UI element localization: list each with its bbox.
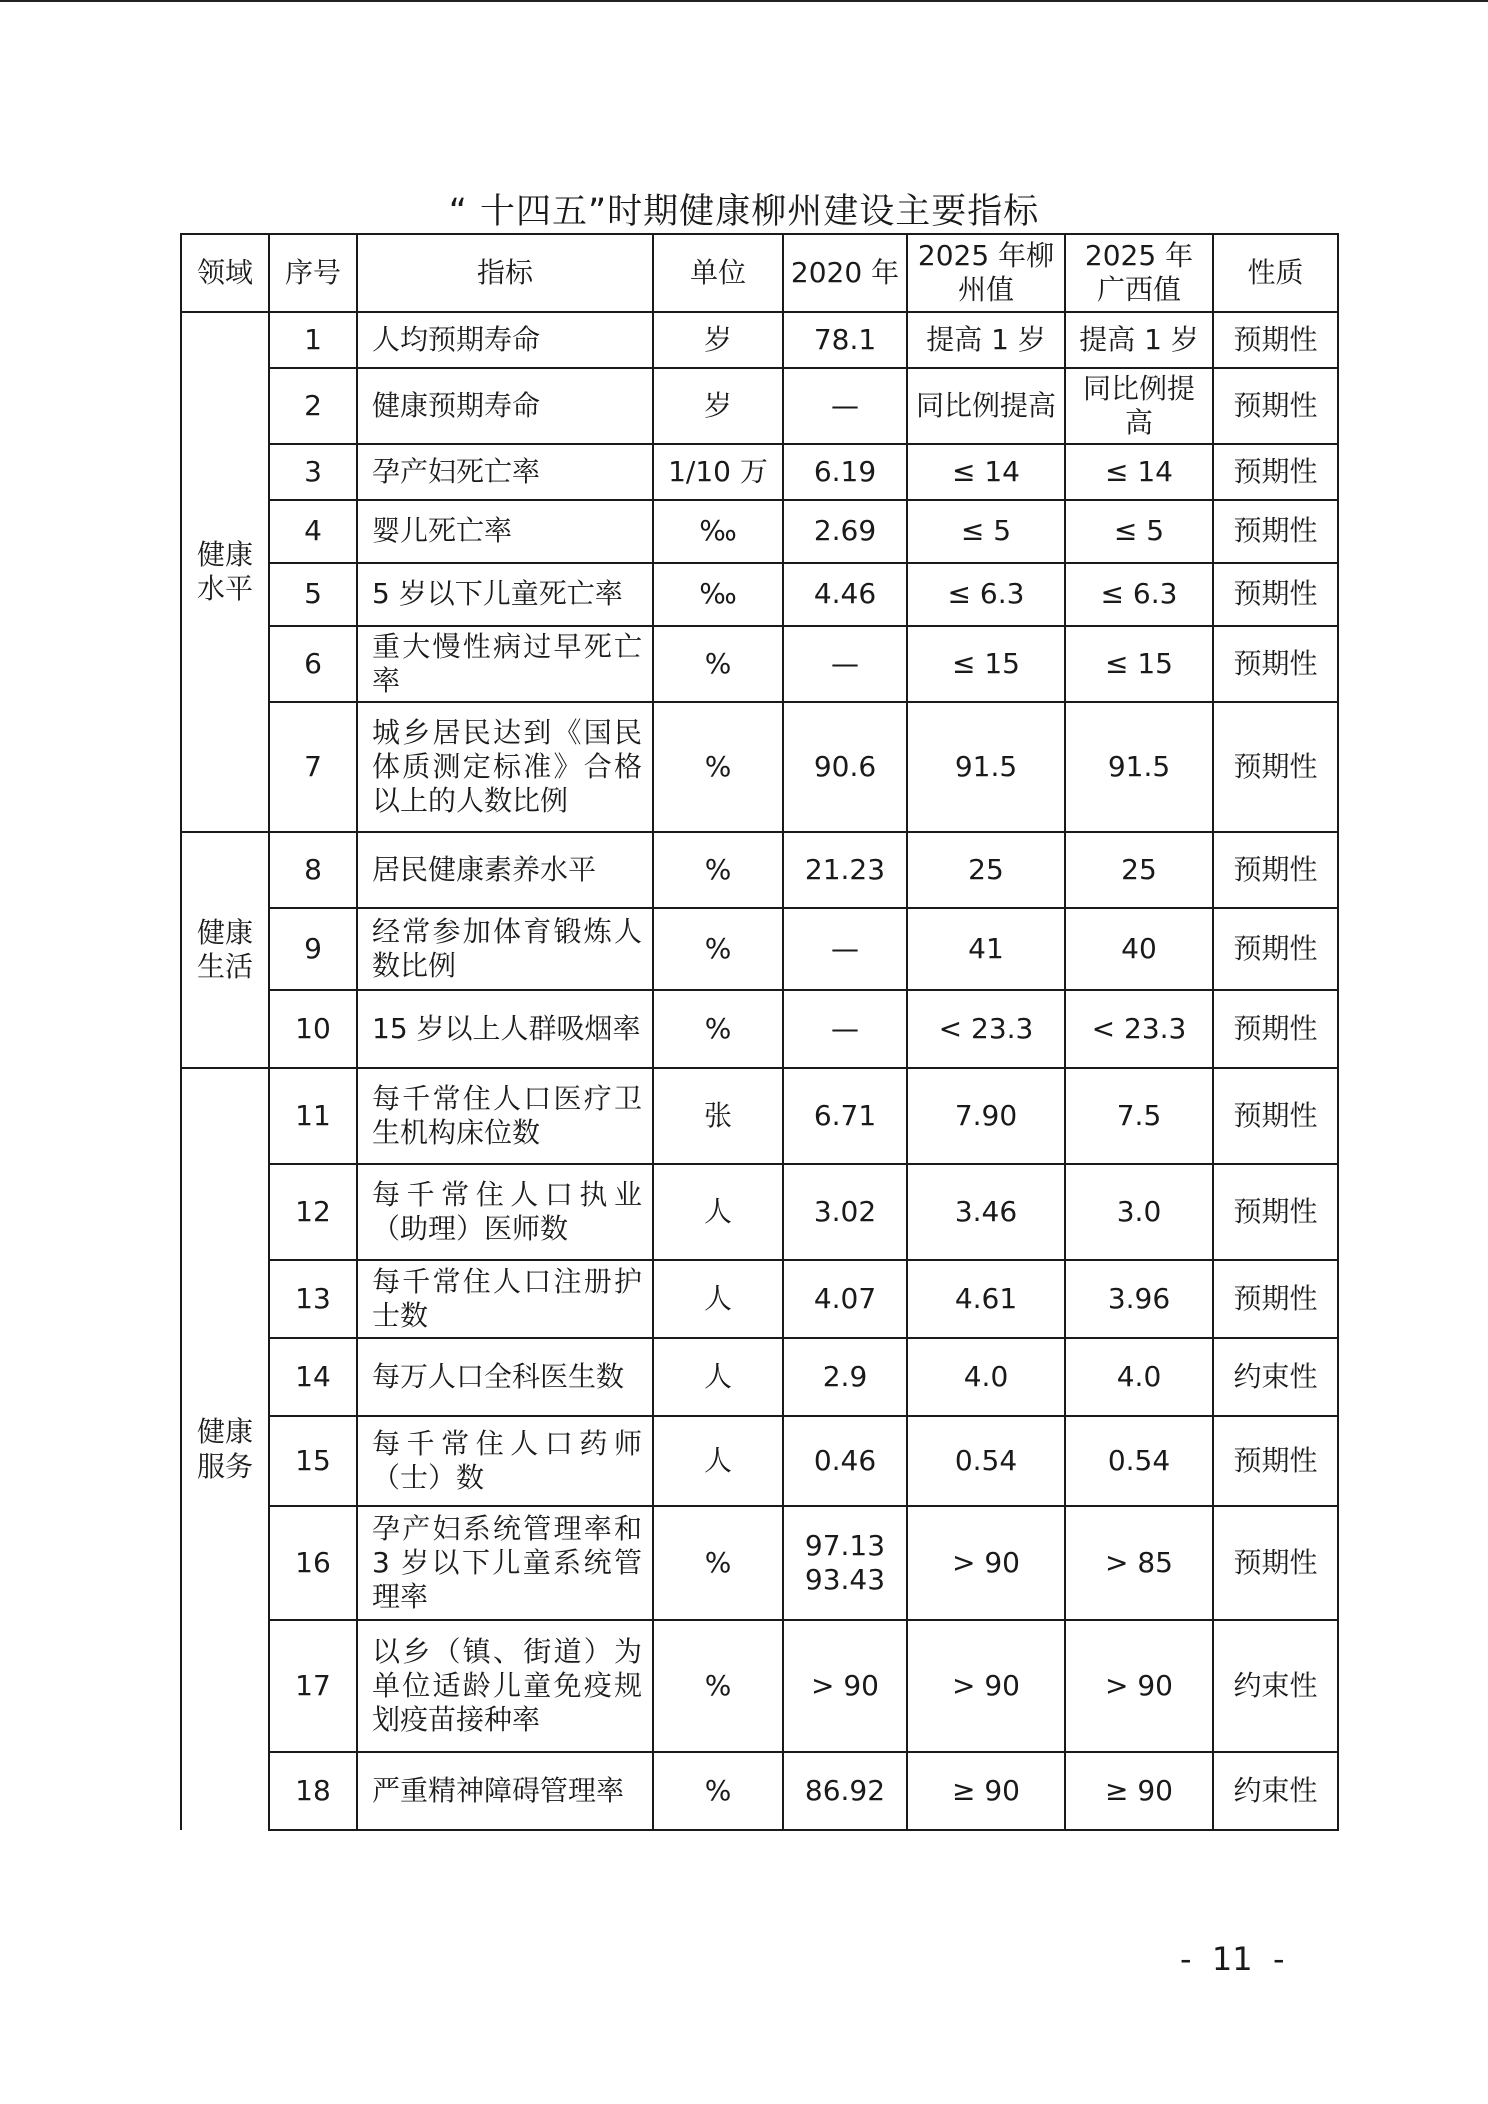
row-number-cell: 8 — [269, 832, 357, 908]
row-number-cell: 5 — [269, 563, 357, 626]
value-guangxi-2025-cell: ≤ 6.3 — [1065, 563, 1213, 626]
value-2020-cell: > 90 — [783, 1620, 907, 1752]
document-title: “ 十四五”时期健康柳州建设主要指标 — [448, 192, 1040, 232]
unit-cell: 1/10 万 — [653, 444, 783, 500]
value-2020-cell: — — [783, 908, 907, 990]
unit-cell: 张 — [653, 1068, 783, 1164]
table-row — [181, 1620, 1338, 1752]
table-row — [181, 563, 1338, 626]
header-guangxi-2025: 2025 年广西值 — [1065, 234, 1213, 312]
nature-cell: 预期性 — [1213, 1164, 1338, 1260]
table-row — [181, 908, 1338, 990]
value-guangxi-2025-cell: 91.5 — [1065, 702, 1213, 832]
unit-cell: ‰ — [653, 563, 783, 626]
indicator-name-cell: 每千常住人口药师（士）数 — [357, 1416, 653, 1506]
nature-cell: 约束性 — [1213, 1620, 1338, 1752]
indicator-name-cell: 经常参加体育锻炼人数比例 — [357, 908, 653, 990]
domain-cell: 健康服务 — [181, 1068, 269, 1830]
nature-cell: 预期性 — [1213, 444, 1338, 500]
value-guangxi-2025-cell: > 90 — [1065, 1620, 1213, 1752]
nature-cell: 预期性 — [1213, 563, 1338, 626]
nature-cell: 预期性 — [1213, 626, 1338, 702]
row-number-cell: 3 — [269, 444, 357, 500]
nature-cell: 预期性 — [1213, 1506, 1338, 1620]
value-guangxi-2025-cell: < 23.3 — [1065, 990, 1213, 1068]
indicator-name-cell: 每千常住人口医疗卫生机构床位数 — [357, 1068, 653, 1164]
value-guangxi-2025-cell: 4.0 — [1065, 1338, 1213, 1416]
value-2020-cell: 86.92 — [783, 1752, 907, 1830]
value-liuzhou-2025-cell: 4.61 — [907, 1260, 1065, 1338]
unit-cell: % — [653, 1620, 783, 1752]
nature-cell: 预期性 — [1213, 702, 1338, 832]
table-row — [181, 1506, 1338, 1620]
value-guangxi-2025-cell: 25 — [1065, 832, 1213, 908]
page-number: - 11 - — [1180, 1940, 1285, 1978]
table-row — [181, 1068, 1338, 1164]
value-liuzhou-2025-cell: 0.54 — [907, 1416, 1065, 1506]
indicator-name-cell: 严重精神障碍管理率 — [357, 1752, 653, 1830]
unit-cell: 岁 — [653, 312, 783, 368]
row-number-cell: 1 — [269, 312, 357, 368]
nature-cell: 预期性 — [1213, 990, 1338, 1068]
value-liuzhou-2025-cell: ≤ 5 — [907, 500, 1065, 563]
unit-cell: 岁 — [653, 368, 783, 444]
header-nature: 性质 — [1213, 234, 1338, 312]
nature-cell: 预期性 — [1213, 312, 1338, 368]
value-2020-cell: 21.23 — [783, 832, 907, 908]
table-row — [181, 990, 1338, 1068]
value-liuzhou-2025-cell: > 90 — [907, 1620, 1065, 1752]
table-row — [181, 1260, 1338, 1338]
table-row — [181, 444, 1338, 500]
value-2020-cell: — — [783, 990, 907, 1068]
value-liuzhou-2025-cell: < 23.3 — [907, 990, 1065, 1068]
indicator-name-cell: 重大慢性病过早死亡率 — [357, 626, 653, 702]
value-liuzhou-2025-cell: 25 — [907, 832, 1065, 908]
indicator-name-cell: 每千常住人口执业（助理）医师数 — [357, 1164, 653, 1260]
indicator-name-cell: 每千常住人口注册护士数 — [357, 1260, 653, 1338]
value-2020-cell: 3.02 — [783, 1164, 907, 1260]
unit-cell: 人 — [653, 1416, 783, 1506]
value-liuzhou-2025-cell: 4.0 — [907, 1338, 1065, 1416]
indicator-name-cell: 居民健康素养水平 — [357, 832, 653, 908]
table-row — [181, 702, 1338, 832]
nature-cell: 预期性 — [1213, 1416, 1338, 1506]
value-guangxi-2025-cell: ≤ 14 — [1065, 444, 1213, 500]
indicator-name-cell: 城乡居民达到《国民体质测定标准》合格以上的人数比例 — [357, 702, 653, 832]
value-guangxi-2025-cell: 3.96 — [1065, 1260, 1213, 1338]
indicator-name-cell: 每万人口全科医生数 — [357, 1338, 653, 1416]
value-2020-cell: 2.9 — [783, 1338, 907, 1416]
row-number-cell: 7 — [269, 702, 357, 832]
value-liuzhou-2025-cell: 7.90 — [907, 1068, 1065, 1164]
value-liuzhou-2025-cell: 3.46 — [907, 1164, 1065, 1260]
page-top-rule — [0, 0, 1488, 2]
value-guangxi-2025-cell: 3.0 — [1065, 1164, 1213, 1260]
nature-cell: 预期性 — [1213, 368, 1338, 444]
table-row — [181, 500, 1338, 563]
value-liuzhou-2025-cell: ≤ 6.3 — [907, 563, 1065, 626]
table-header-row — [181, 234, 1338, 312]
indicator-name-cell: 人均预期寿命 — [357, 312, 653, 368]
unit-cell: % — [653, 702, 783, 832]
value-guangxi-2025-cell: 40 — [1065, 908, 1213, 990]
table-row — [181, 1164, 1338, 1260]
value-guangxi-2025-cell: 同比例提高 — [1065, 368, 1213, 444]
table-row — [181, 832, 1338, 908]
domain-cell: 健康水平 — [181, 312, 269, 832]
value-guangxi-2025-cell: 0.54 — [1065, 1416, 1213, 1506]
value-guangxi-2025-cell: > 85 — [1065, 1506, 1213, 1620]
value-liuzhou-2025-cell: ≤ 15 — [907, 626, 1065, 702]
unit-cell: % — [653, 1752, 783, 1830]
table-row — [181, 1752, 1338, 1830]
indicator-name-cell: 健康预期寿命 — [357, 368, 653, 444]
row-number-cell: 15 — [269, 1416, 357, 1506]
row-number-cell: 10 — [269, 990, 357, 1068]
value-2020-cell: — — [783, 626, 907, 702]
value-2020-cell: 6.19 — [783, 444, 907, 500]
unit-cell: % — [653, 990, 783, 1068]
table-row — [181, 1416, 1338, 1506]
unit-cell: 人 — [653, 1338, 783, 1416]
value-liuzhou-2025-cell: ≥ 90 — [907, 1752, 1065, 1830]
header-unit: 单位 — [653, 234, 783, 312]
row-number-cell: 11 — [269, 1068, 357, 1164]
header-indicator: 指标 — [357, 234, 653, 312]
row-number-cell: 2 — [269, 368, 357, 444]
unit-cell: % — [653, 908, 783, 990]
value-guangxi-2025-cell: ≥ 90 — [1065, 1752, 1213, 1830]
table-row — [181, 312, 1338, 368]
indicator-name-cell: 以乡（镇、街道）为单位适龄儿童免疫规划疫苗接种率 — [357, 1620, 653, 1752]
indicator-name-cell: 孕产妇系统管理率和 3 岁以下儿童系统管理率 — [357, 1506, 653, 1620]
unit-cell: % — [653, 1506, 783, 1620]
row-number-cell: 17 — [269, 1620, 357, 1752]
unit-cell: ‰ — [653, 500, 783, 563]
unit-cell: 人 — [653, 1260, 783, 1338]
indicator-name-cell: 15 岁以上人群吸烟率 — [357, 990, 653, 1068]
row-number-cell: 9 — [269, 908, 357, 990]
row-number-cell: 16 — [269, 1506, 357, 1620]
header-liuzhou-2025: 2025 年柳州值 — [907, 234, 1065, 312]
value-guangxi-2025-cell: 提高 1 岁 — [1065, 312, 1213, 368]
value-liuzhou-2025-cell: 91.5 — [907, 702, 1065, 832]
domain-cell: 健康生活 — [181, 832, 269, 1068]
table-row — [181, 626, 1338, 702]
unit-cell: % — [653, 626, 783, 702]
value-2020-cell: 6.71 — [783, 1068, 907, 1164]
value-guangxi-2025-cell: ≤ 15 — [1065, 626, 1213, 702]
indicators-table — [180, 233, 1339, 1831]
value-2020-cell: — — [783, 368, 907, 444]
nature-cell: 预期性 — [1213, 500, 1338, 563]
value-2020-cell: 97.13 93.43 — [783, 1506, 907, 1620]
value-liuzhou-2025-cell: 同比例提高 — [907, 368, 1065, 444]
nature-cell: 预期性 — [1213, 1260, 1338, 1338]
value-2020-cell: 78.1 — [783, 312, 907, 368]
value-liuzhou-2025-cell: 41 — [907, 908, 1065, 990]
indicator-name-cell: 婴儿死亡率 — [357, 500, 653, 563]
value-2020-cell: 0.46 — [783, 1416, 907, 1506]
table-row — [181, 368, 1338, 444]
nature-cell: 约束性 — [1213, 1338, 1338, 1416]
row-number-cell: 4 — [269, 500, 357, 563]
value-2020-cell: 90.6 — [783, 702, 907, 832]
unit-cell: 人 — [653, 1164, 783, 1260]
row-number-cell: 14 — [269, 1338, 357, 1416]
nature-cell: 预期性 — [1213, 908, 1338, 990]
header-no: 序号 — [269, 234, 357, 312]
row-number-cell: 12 — [269, 1164, 357, 1260]
value-2020-cell: 4.46 — [783, 563, 907, 626]
table-row — [181, 1338, 1338, 1416]
value-guangxi-2025-cell: ≤ 5 — [1065, 500, 1213, 563]
value-2020-cell: 2.69 — [783, 500, 907, 563]
value-liuzhou-2025-cell: ≤ 14 — [907, 444, 1065, 500]
nature-cell: 约束性 — [1213, 1752, 1338, 1830]
value-liuzhou-2025-cell: > 90 — [907, 1506, 1065, 1620]
value-guangxi-2025-cell: 7.5 — [1065, 1068, 1213, 1164]
header-domain: 领域 — [181, 234, 269, 312]
nature-cell: 预期性 — [1213, 832, 1338, 908]
row-number-cell: 6 — [269, 626, 357, 702]
value-2020-cell: 4.07 — [783, 1260, 907, 1338]
indicator-name-cell: 孕产妇死亡率 — [357, 444, 653, 500]
value-liuzhou-2025-cell: 提高 1 岁 — [907, 312, 1065, 368]
nature-cell: 预期性 — [1213, 1068, 1338, 1164]
indicator-name-cell: 5 岁以下儿童死亡率 — [357, 563, 653, 626]
header-2020: 2020 年 — [783, 234, 907, 312]
row-number-cell: 18 — [269, 1752, 357, 1830]
row-number-cell: 13 — [269, 1260, 357, 1338]
unit-cell: % — [653, 832, 783, 908]
